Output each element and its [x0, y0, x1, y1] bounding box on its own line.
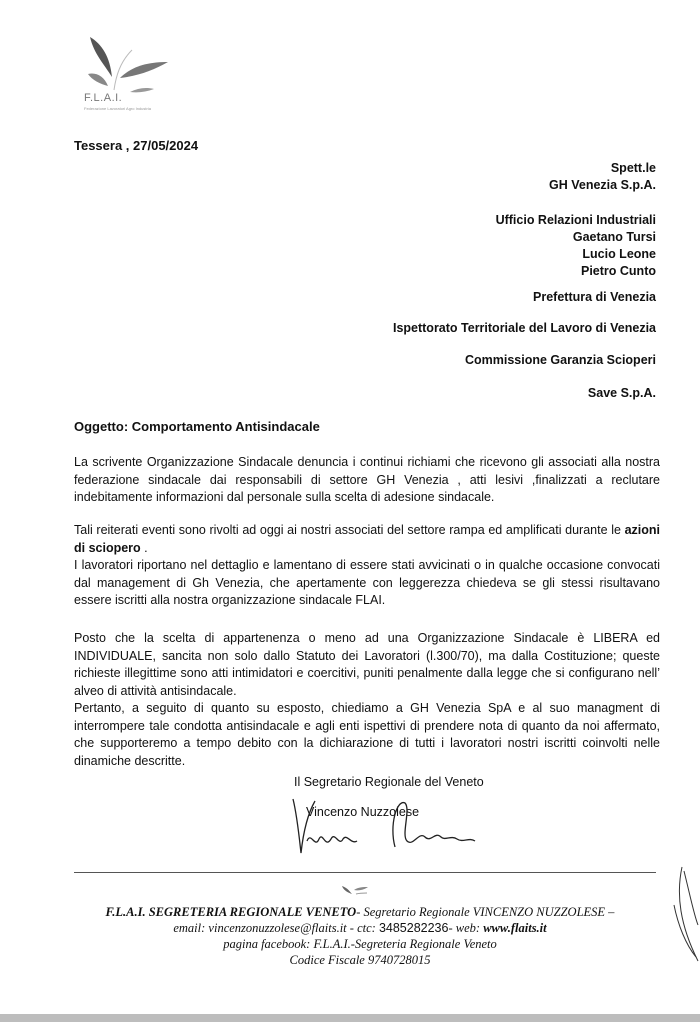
- date-line: Tessera , 27/05/2024: [74, 138, 199, 153]
- recipient-line: Lucio Leone: [582, 247, 656, 261]
- footer-tax-code: Codice Fiscale 9740728015: [289, 953, 431, 967]
- handwritten-signature-icon: [285, 795, 495, 860]
- footer-logo-icon: [340, 884, 370, 896]
- footer-facebook: pagina facebook: F.L.A.I.-Segreteria Regionale Veneto: [223, 937, 497, 951]
- phone-number: 3485282236: [378, 921, 449, 935]
- footer-role: - Segretario Regionale VINCENZO NUZZOLESE –: [356, 905, 615, 919]
- flai-logo: [80, 32, 210, 117]
- signature-title: Il Segretario Regionale del Veneto: [294, 775, 484, 789]
- recipient-line: Prefettura di Venezia: [533, 290, 656, 304]
- signature-name: Vincenzo Nuzzolese: [306, 805, 420, 819]
- recipient-prefettura: [533, 289, 656, 306]
- email-link[interactable]: vincenzonuzzolese@flaits.it: [208, 921, 347, 935]
- recipient-gh-venezia: [549, 160, 656, 194]
- recipient-line: GH Venezia S.p.A.: [549, 178, 656, 192]
- recipient-commissione: [465, 352, 656, 369]
- edge-stamp-mark-icon: [670, 865, 700, 965]
- recipient-line: Gaetano Tursi: [572, 230, 656, 244]
- footer-divider: [74, 872, 656, 873]
- recipient-ispettorato: [393, 320, 656, 337]
- footer-contact-line: [80, 920, 640, 936]
- recipient-line: Spett.le: [610, 161, 656, 175]
- paragraph-1: La scrivente Organizzazione Sindacale denuncia i continui richiami che ricevono gli associati alla nostra federazione sindacale dai responsabili di settore GH Venezia , atti lesivi ,finalizzati a reclutare indebitamente informazioni dal personale sulla scelta di adesione sindacale.: [74, 455, 660, 504]
- recipient-line: Ufficio Relazioni Industriali: [495, 213, 656, 227]
- paragraph-4: Posto che la scelta di appartenenza o meno ad una Organizzazione Sindacale è LIBERA ed INDIVIDUALE, sancita non solo dallo Statuto dei Lavoratori (l.300/70), ma dalla Costituzione; queste richieste illegittime sono atti intimidatori e coercitivi, puniti penalmente dalla legge che si configurano nell’ alveo di attività antisindacale.: [74, 631, 660, 698]
- paragraph-2: [74, 522, 660, 557]
- scan-bottom-edge: [0, 1014, 700, 1022]
- logo-text: F.L.A.I.: [84, 92, 123, 104]
- paragraph-2-end: .: [140, 540, 148, 555]
- paragraph-2-text: Tali reiterati eventi sono rivolti ad oggi ai nostri associati del settore rampa ed amplificati durante le: [74, 523, 625, 537]
- recipient-line: Ispettorato Territoriale del Lavoro di Venezia: [392, 321, 656, 335]
- web-label: - web:: [448, 921, 484, 935]
- recipient-line: Save S.p.A.: [587, 386, 656, 400]
- web-link[interactable]: www.flaits.it: [483, 921, 547, 935]
- footer-org: F.L.A.I. SEGRETERIA REGIONALE VENETO: [105, 905, 357, 919]
- paragraph-2-bold: azioni di sciopero: [74, 523, 660, 555]
- recipient-relazioni-industriali: [496, 212, 656, 280]
- recipient-line: Commissione Garanzia Scioperi: [464, 353, 656, 367]
- recipient-line: Pietro Cunto: [581, 264, 656, 278]
- footer-org-line: [80, 904, 640, 920]
- paragraph-3: I lavoratori riportano nel dettaglio e lamentano di essere stati avvicinati o in qualche occasione convocati dal management di Gh Venezia, che apertamente con leggerezza chiedeva se gli stessi risultavano essere iscritti alla nostra organizzazione sindacale FLAI.: [74, 558, 660, 607]
- subject-line: Oggetto: Comportamento Antisindacale: [74, 419, 320, 434]
- phone-label: - ctc:: [346, 921, 379, 935]
- paragraph-5: Pertanto, a seguito di quanto su esposto, chiediamo a GH Venezia SpA e al suo managment di interrompere tale condotta antisindacale e agli enti ispettivi di prendere nota di quanto da noi affermato, che supporteremo a tempo debito con la dichiarazione di tutti i lavoratori nostri iscritti coinvolti nelle dinamiche descritte.: [74, 701, 660, 768]
- email-label: email:: [173, 921, 209, 935]
- recipient-save: [588, 385, 656, 402]
- logo-subtitle: Federazione Lavoratori Agro Industria: [84, 106, 151, 111]
